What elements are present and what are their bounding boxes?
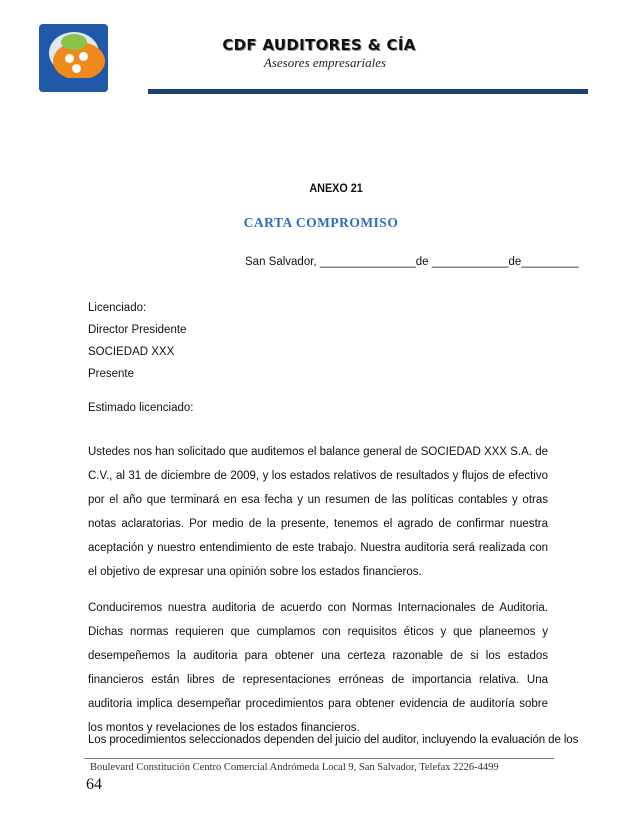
paragraph-standards: Conduciremos nuestra auditoria de acuerdo con Normas Internacionales de Auditoria. Dichas normas requieren que cumplamos con requisitos éticos y que planeemos y desempeñemos la auditoria para obtener una certeza razonable de si los estados financieros están libres de representaciones erróneas de importancia relativa. Una auditoria implica desempeñar procedimientos para obtener evidencia de auditoría sobre los montos y revelaciones de los estados financieros. xyxy=(88,602,548,734)
page-number: 64 xyxy=(86,776,102,793)
annex-label: ANEXO 21 xyxy=(309,181,363,195)
logo-base xyxy=(39,78,108,92)
company-tagline: Asesores empresariales xyxy=(263,55,387,70)
paragraph-request: Ustedes nos han solicitado que auditemos el balance general de SOCIEDAD XXX S.A. de C.V., al 31 de diciembre de 2009, y los estados relativos de resultados y flujos de efectivo por el año que terminará en esa fecha y un resumen de las políticas contables y otras notas aclaratorias. Por medio de la presente, tenemos el agrado de confirmar nuestra aceptación y nuestro entendimiento de este trabajo. Nuestra auditoria será realizada con el objetivo de expresar una opinión sobre los estados financieros. xyxy=(88,446,548,578)
footer-address: Boulevard Constitución Centro Comercial Andrómeda Local 9, San Salvador, Telefax 2226-4499 xyxy=(90,762,499,773)
date-line: San Salvador, _______________de ____________de_________ xyxy=(245,256,579,268)
recipient-block xyxy=(88,297,186,385)
document-title: CARTA COMPROMISO xyxy=(243,215,399,230)
recipient-salutation: Licenciado: xyxy=(88,302,147,314)
recipient-company: SOCIEDAD XXX xyxy=(88,346,175,358)
footer-rule xyxy=(84,758,554,759)
greeting: Estimado licenciado: xyxy=(88,402,194,414)
recipient-presente: Presente xyxy=(88,368,135,380)
recipient-title: Director Presidente xyxy=(88,324,187,336)
paragraph-procedures: Los procedimientos seleccionados dependen del juicio del auditor, incluyendo la evaluación de los xyxy=(88,734,579,746)
company-name: CDF AUDITORES & CÍA xyxy=(222,36,416,54)
header-rule xyxy=(148,89,588,94)
